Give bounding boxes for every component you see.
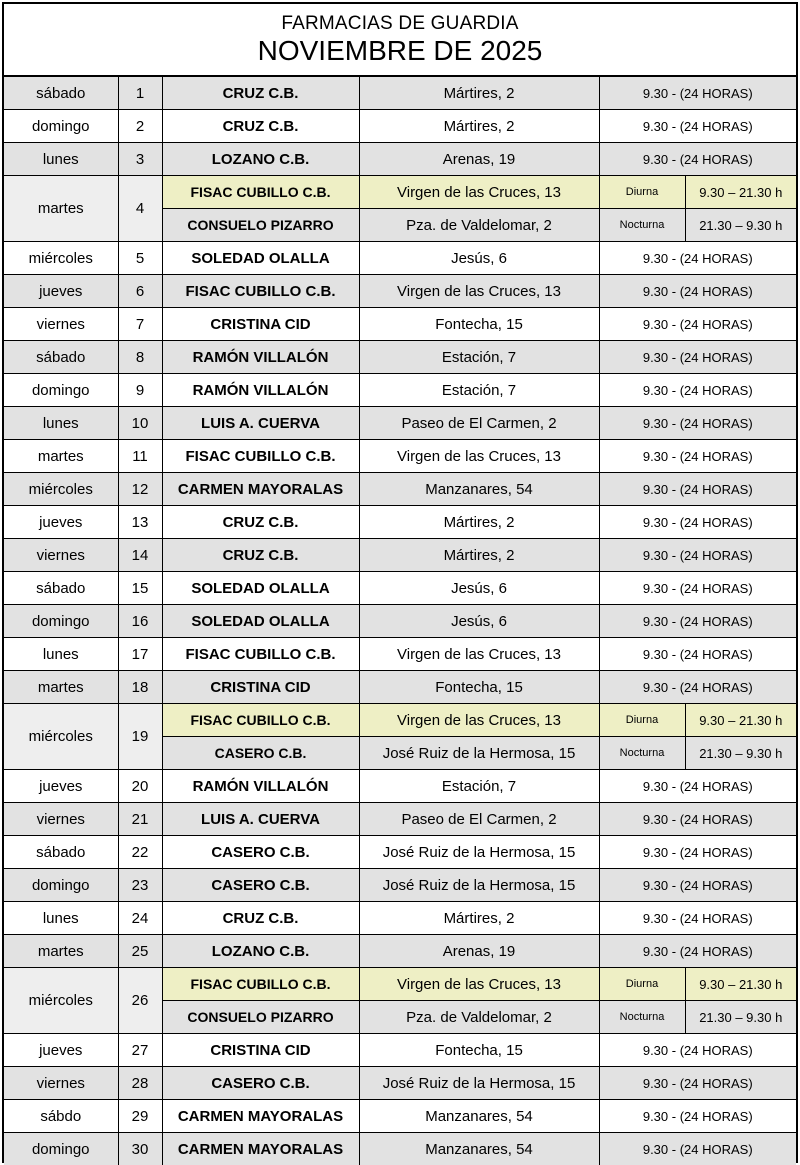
day-of-week: domingo: [4, 869, 118, 902]
pharmacy-name: CARMEN MAYORALAS: [162, 1100, 359, 1133]
pharmacy-address: Mártires, 2: [359, 902, 599, 935]
day-number: 27: [118, 1034, 162, 1067]
pharmacy-name: SOLEDAD OLALLA: [162, 572, 359, 605]
day-number: 18: [118, 671, 162, 704]
table-row: [4, 704, 796, 737]
day-number: 17: [118, 638, 162, 671]
pharmacy-name: SOLEDAD OLALLA: [162, 242, 359, 275]
pharmacy-address: Virgen de las Cruces, 13: [359, 275, 599, 308]
day-of-week: martes: [4, 440, 118, 473]
opening-hours: 9.30 - (24 HORAS): [599, 275, 796, 308]
day-number: 20: [118, 770, 162, 803]
pharmacy-address: Estación, 7: [359, 374, 599, 407]
day-of-week: viernes: [4, 1067, 118, 1100]
pharmacy-name: FISAC CUBILLO C.B.: [162, 176, 359, 209]
pharmacy-address: Jesús, 6: [359, 242, 599, 275]
pharmacy-address: Jesús, 6: [359, 572, 599, 605]
table-row: [4, 242, 796, 275]
pharmacy-name: CARMEN MAYORALAS: [162, 1133, 359, 1165]
day-of-week: domingo: [4, 1133, 118, 1165]
pharmacy-address: Estación, 7: [359, 341, 599, 374]
pharmacy-address: Jesús, 6: [359, 605, 599, 638]
opening-hours: 9.30 - (24 HORAS): [599, 242, 796, 275]
opening-hours: 9.30 - (24 HORAS): [599, 506, 796, 539]
opening-hours: 9.30 - (24 HORAS): [599, 1100, 796, 1133]
opening-hours: 9.30 - (24 HORAS): [599, 407, 796, 440]
pharmacy-address: Arenas, 19: [359, 143, 599, 176]
shift-label: Nocturna: [599, 1001, 685, 1034]
table-row: [4, 770, 796, 803]
header: [4, 4, 796, 77]
shift-hours: 9.30 – 21.30 h: [685, 176, 796, 209]
day-number: 28: [118, 1067, 162, 1100]
table-row: [4, 539, 796, 572]
pharmacy-address: Mártires, 2: [359, 110, 599, 143]
day-number: 1: [118, 77, 162, 110]
day-number: 12: [118, 473, 162, 506]
shift-hours: 21.30 – 9.30 h: [685, 737, 796, 770]
opening-hours: 9.30 - (24 HORAS): [599, 902, 796, 935]
pharmacy-address: Arenas, 19: [359, 935, 599, 968]
document-subtitle: NOVIEMBRE DE 2025: [257, 35, 543, 66]
pharmacy-name: CRUZ C.B.: [162, 110, 359, 143]
table-row: [4, 1034, 796, 1067]
pharmacy-name: CASERO C.B.: [162, 1067, 359, 1100]
pharmacy-name: CASERO C.B.: [162, 836, 359, 869]
shift-label: Diurna: [599, 968, 685, 1001]
table-row: [4, 506, 796, 539]
pharmacy-name: FISAC CUBILLO C.B.: [162, 275, 359, 308]
shift-hours: 9.30 – 21.30 h: [685, 704, 796, 737]
document-title: FARMACIAS DE GUARDIA: [281, 13, 519, 34]
pharmacy-address: Manzanares, 54: [359, 1100, 599, 1133]
day-of-week: miércoles: [4, 968, 118, 1034]
day-of-week: sábado: [4, 836, 118, 869]
opening-hours: 9.30 - (24 HORAS): [599, 638, 796, 671]
pharmacy-address: José Ruiz de la Hermosa, 15: [359, 1067, 599, 1100]
table-row: [4, 374, 796, 407]
pharmacy-address: José Ruiz de la Hermosa, 15: [359, 836, 599, 869]
day-number: 5: [118, 242, 162, 275]
pharmacy-address: Manzanares, 54: [359, 1133, 599, 1165]
day-of-week: martes: [4, 671, 118, 704]
day-of-week: lunes: [4, 407, 118, 440]
pharmacy-address: Mártires, 2: [359, 539, 599, 572]
pharmacy-address: Virgen de las Cruces, 13: [359, 968, 599, 1001]
table-row: [4, 473, 796, 506]
shift-hours: 21.30 – 9.30 h: [685, 209, 796, 242]
pharmacy-name: FISAC CUBILLO C.B.: [162, 704, 359, 737]
opening-hours: 9.30 - (24 HORAS): [599, 539, 796, 572]
day-of-week: miércoles: [4, 242, 118, 275]
pharmacy-address: José Ruiz de la Hermosa, 15: [359, 737, 599, 770]
table-row: [4, 935, 796, 968]
opening-hours: 9.30 - (24 HORAS): [599, 605, 796, 638]
table-row: [4, 440, 796, 473]
day-of-week: lunes: [4, 143, 118, 176]
day-of-week: viernes: [4, 803, 118, 836]
pharmacy-name: LOZANO C.B.: [162, 143, 359, 176]
day-of-week: sábdo: [4, 1100, 118, 1133]
pharmacy-address: Virgen de las Cruces, 13: [359, 176, 599, 209]
pharmacy-name: CRUZ C.B.: [162, 902, 359, 935]
pharmacy-address: Paseo de El Carmen, 2: [359, 407, 599, 440]
pharmacy-name: LUIS A. CUERVA: [162, 803, 359, 836]
day-number: 21: [118, 803, 162, 836]
opening-hours: 9.30 - (24 HORAS): [599, 770, 796, 803]
day-number: 22: [118, 836, 162, 869]
day-of-week: martes: [4, 935, 118, 968]
day-number: 8: [118, 341, 162, 374]
day-number: 2: [118, 110, 162, 143]
schedule-frame: [2, 2, 798, 1163]
pharmacy-name: CASERO C.B.: [162, 869, 359, 902]
opening-hours: 9.30 - (24 HORAS): [599, 143, 796, 176]
pharmacy-name: CARMEN MAYORALAS: [162, 473, 359, 506]
shift-label: Nocturna: [599, 737, 685, 770]
day-of-week: sábado: [4, 341, 118, 374]
pharmacy-name: RAMÓN VILLALÓN: [162, 770, 359, 803]
pharmacy-name: LOZANO C.B.: [162, 935, 359, 968]
pharmacy-name: CRISTINA CID: [162, 308, 359, 341]
table-row: [4, 1100, 796, 1133]
table-row: [4, 341, 796, 374]
day-number: 10: [118, 407, 162, 440]
pharmacy-name: CASERO C.B.: [162, 737, 359, 770]
pharmacy-address: Fontecha, 15: [359, 671, 599, 704]
shift-label: Diurna: [599, 176, 685, 209]
pharmacy-address: Virgen de las Cruces, 13: [359, 638, 599, 671]
day-number: 25: [118, 935, 162, 968]
opening-hours: 9.30 - (24 HORAS): [599, 440, 796, 473]
pharmacy-name: SOLEDAD OLALLA: [162, 605, 359, 638]
day-of-week: jueves: [4, 1034, 118, 1067]
table-row: [4, 176, 796, 209]
shift-hours: 21.30 – 9.30 h: [685, 1001, 796, 1034]
day-of-week: domingo: [4, 605, 118, 638]
table-row: [4, 275, 796, 308]
pharmacy-name: CONSUELO PIZARRO: [162, 209, 359, 242]
table-row: [4, 968, 796, 1001]
pharmacy-address: Manzanares, 54: [359, 473, 599, 506]
day-number: 23: [118, 869, 162, 902]
day-number: 13: [118, 506, 162, 539]
table-row: [4, 869, 796, 902]
opening-hours: 9.30 - (24 HORAS): [599, 935, 796, 968]
day-number: 29: [118, 1100, 162, 1133]
pharmacy-name: CRUZ C.B.: [162, 77, 359, 110]
opening-hours: 9.30 - (24 HORAS): [599, 572, 796, 605]
opening-hours: 9.30 - (24 HORAS): [599, 1133, 796, 1165]
table-row: [4, 902, 796, 935]
day-of-week: miércoles: [4, 473, 118, 506]
opening-hours: 9.30 - (24 HORAS): [599, 341, 796, 374]
pharmacy-name: CRUZ C.B.: [162, 506, 359, 539]
table-row: [4, 836, 796, 869]
day-of-week: miércoles: [4, 704, 118, 770]
day-of-week: martes: [4, 176, 118, 242]
opening-hours: 9.30 - (24 HORAS): [599, 374, 796, 407]
day-number: 15: [118, 572, 162, 605]
day-number: 14: [118, 539, 162, 572]
day-number: 30: [118, 1133, 162, 1165]
day-number: 6: [118, 275, 162, 308]
pharmacy-name: LUIS A. CUERVA: [162, 407, 359, 440]
day-number: 9: [118, 374, 162, 407]
day-of-week: jueves: [4, 506, 118, 539]
opening-hours: 9.30 - (24 HORAS): [599, 803, 796, 836]
pharmacy-name: FISAC CUBILLO C.B.: [162, 638, 359, 671]
opening-hours: 9.30 - (24 HORAS): [599, 1067, 796, 1100]
table-row: [4, 407, 796, 440]
table-row: [4, 671, 796, 704]
day-number: 7: [118, 308, 162, 341]
opening-hours: 9.30 - (24 HORAS): [599, 671, 796, 704]
pharmacy-name: FISAC CUBILLO C.B.: [162, 968, 359, 1001]
table-row: [4, 143, 796, 176]
pharmacy-address: Mártires, 2: [359, 506, 599, 539]
table-row: [4, 572, 796, 605]
table-row: [4, 308, 796, 341]
pharmacy-address: Mártires, 2: [359, 77, 599, 110]
pharmacy-name: CRISTINA CID: [162, 671, 359, 704]
day-of-week: domingo: [4, 110, 118, 143]
day-number: 11: [118, 440, 162, 473]
shift-label: Nocturna: [599, 209, 685, 242]
opening-hours: 9.30 - (24 HORAS): [599, 308, 796, 341]
pharmacy-name: CONSUELO PIZARRO: [162, 1001, 359, 1034]
table-row: [4, 605, 796, 638]
pharmacy-name: CRUZ C.B.: [162, 539, 359, 572]
table-row: [4, 77, 796, 110]
day-of-week: jueves: [4, 770, 118, 803]
pharmacy-name: RAMÓN VILLALÓN: [162, 374, 359, 407]
day-of-week: domingo: [4, 374, 118, 407]
day-of-week: lunes: [4, 638, 118, 671]
pharmacy-address: Virgen de las Cruces, 13: [359, 704, 599, 737]
pharmacy-address: José Ruiz de la Hermosa, 15: [359, 869, 599, 902]
pharmacy-address: Pza. de Valdelomar, 2: [359, 209, 599, 242]
day-of-week: viernes: [4, 308, 118, 341]
table-row: [4, 110, 796, 143]
schedule-rows: [4, 77, 796, 1165]
day-number: 3: [118, 143, 162, 176]
opening-hours: 9.30 - (24 HORAS): [599, 110, 796, 143]
pharmacy-address: Pza. de Valdelomar, 2: [359, 1001, 599, 1034]
pharmacy-address: Estación, 7: [359, 770, 599, 803]
day-of-week: sábado: [4, 77, 118, 110]
shift-label: Diurna: [599, 704, 685, 737]
table-row: [4, 1067, 796, 1100]
pharmacy-address: Virgen de las Cruces, 13: [359, 440, 599, 473]
day-number: 4: [118, 176, 162, 242]
opening-hours: 9.30 - (24 HORAS): [599, 473, 796, 506]
day-of-week: jueves: [4, 275, 118, 308]
table-row: [4, 638, 796, 671]
day-number: 16: [118, 605, 162, 638]
day-number: 24: [118, 902, 162, 935]
table-row: [4, 803, 796, 836]
duty-schedule-table: [4, 77, 796, 1165]
pharmacy-name: CRISTINA CID: [162, 1034, 359, 1067]
opening-hours: 9.30 - (24 HORAS): [599, 869, 796, 902]
day-number: 26: [118, 968, 162, 1034]
day-number: 19: [118, 704, 162, 770]
day-of-week: viernes: [4, 539, 118, 572]
pharmacy-name: RAMÓN VILLALÓN: [162, 341, 359, 374]
pharmacy-address: Fontecha, 15: [359, 308, 599, 341]
pharmacy-address: Paseo de El Carmen, 2: [359, 803, 599, 836]
pharmacy-name: FISAC CUBILLO C.B.: [162, 440, 359, 473]
opening-hours: 9.30 - (24 HORAS): [599, 77, 796, 110]
opening-hours: 9.30 - (24 HORAS): [599, 836, 796, 869]
table-row: [4, 1133, 796, 1165]
day-of-week: lunes: [4, 902, 118, 935]
opening-hours: 9.30 - (24 HORAS): [599, 1034, 796, 1067]
shift-hours: 9.30 – 21.30 h: [685, 968, 796, 1001]
pharmacy-address: Fontecha, 15: [359, 1034, 599, 1067]
day-of-week: sábado: [4, 572, 118, 605]
